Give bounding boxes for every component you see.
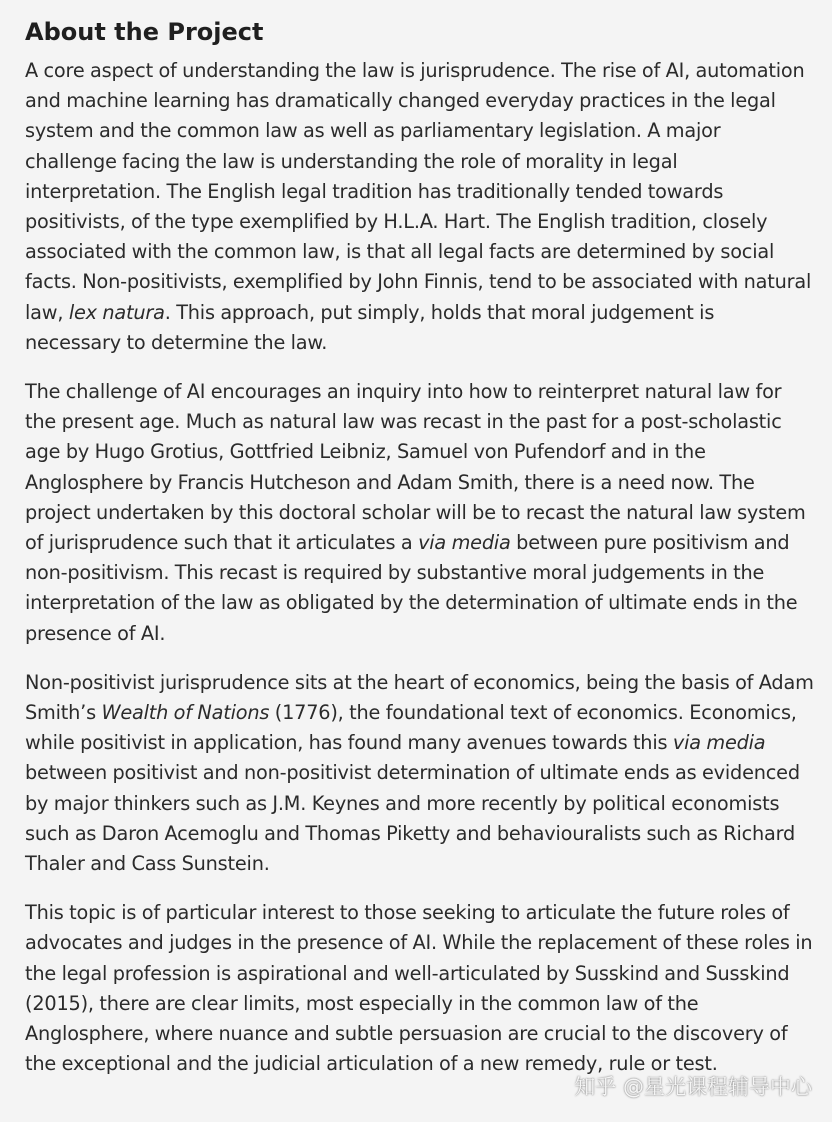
paragraph-2 <box>25 377 815 649</box>
text-run: . This approach, put simply, holds that moral judgement is necessary to determine the law. <box>25 300 715 354</box>
text-run: (1776), the foundational text of economics. Economics, while positivist in application, has found many avenues towards this <box>25 701 797 755</box>
text-run: Non-positivist jurisprudence sits at the heart of economics, being the basis of Adam Smith’s <box>25 670 814 725</box>
text-run: between pure positivism and non-positivism. This recast is required by substantive moral judgements in the interpretation of the law as obligated by the determination of ultimate ends in the presence of AI. <box>25 531 798 645</box>
article <box>25 15 815 1099</box>
text-run: between positivist and non-positivist determination of ultimate ends as evidenced by major thinkers such as J.M. Keynes and more recently by political economists such as Daron Acemoglu and Thomas Piketty and behaviouralists such as Richard Thaler and Cass Sunstein. <box>25 761 800 876</box>
text-run: A core aspect of understanding the law is jurisprudence. The rise of AI, automation and machine learning has dramatically changed everyday practices in the legal system and the common law as well as parliamentary legislation. A major challenge facing the law is understanding the role of morality in legal interpretation. The English legal tradition has traditionally tended towards positivists, of the type exemplified by H.L.A. Hart. The English tradition, closely associated with the common law, is that all legal facts are determined by social facts. Non-positivists, exemplified by John Finnis, tend to be associated with natural law, <box>25 59 812 324</box>
paragraph-3 <box>25 668 815 879</box>
text-run: This topic is of particular interest to those seeking to articulate the future roles of advocates and judges in the presence of AI. While the replacement of these roles in the legal profession is aspirational and well-articulated by Susskind and Susskind (2015), there are clear limits, most especially in the common law of the Anglosphere, where nuance and subtle persuasion are crucial to the discovery of the exceptional and the judicial articulation of a new remedy, rule or test. <box>25 901 813 1076</box>
section-heading: About the Project <box>25 18 264 46</box>
italic-term: via media <box>672 731 766 755</box>
paragraph-1 <box>25 56 815 358</box>
text-run: The challenge of AI encourages an inquiry into how to reinterpret natural law for the present age. Much as natural law was recast in the past for a post-scholastic age by Hugo Grotius, Gottfried Leibniz, Samuel von Pufendorf and in the Anglosphere by Francis Hutcheson and Adam Smith, there is a need now. The project undertaken by this doctoral scholar will be to recast the natural law system of jurisprudence such that it articulates a <box>25 380 806 555</box>
italic-term: lex natura <box>68 300 165 324</box>
italic-term: via media <box>418 531 511 555</box>
paragraph-4 <box>25 898 815 1079</box>
italic-title: Wealth of Nations <box>101 701 270 725</box>
watermark: 知乎 @星光课程辅导中心 <box>574 1075 812 1099</box>
